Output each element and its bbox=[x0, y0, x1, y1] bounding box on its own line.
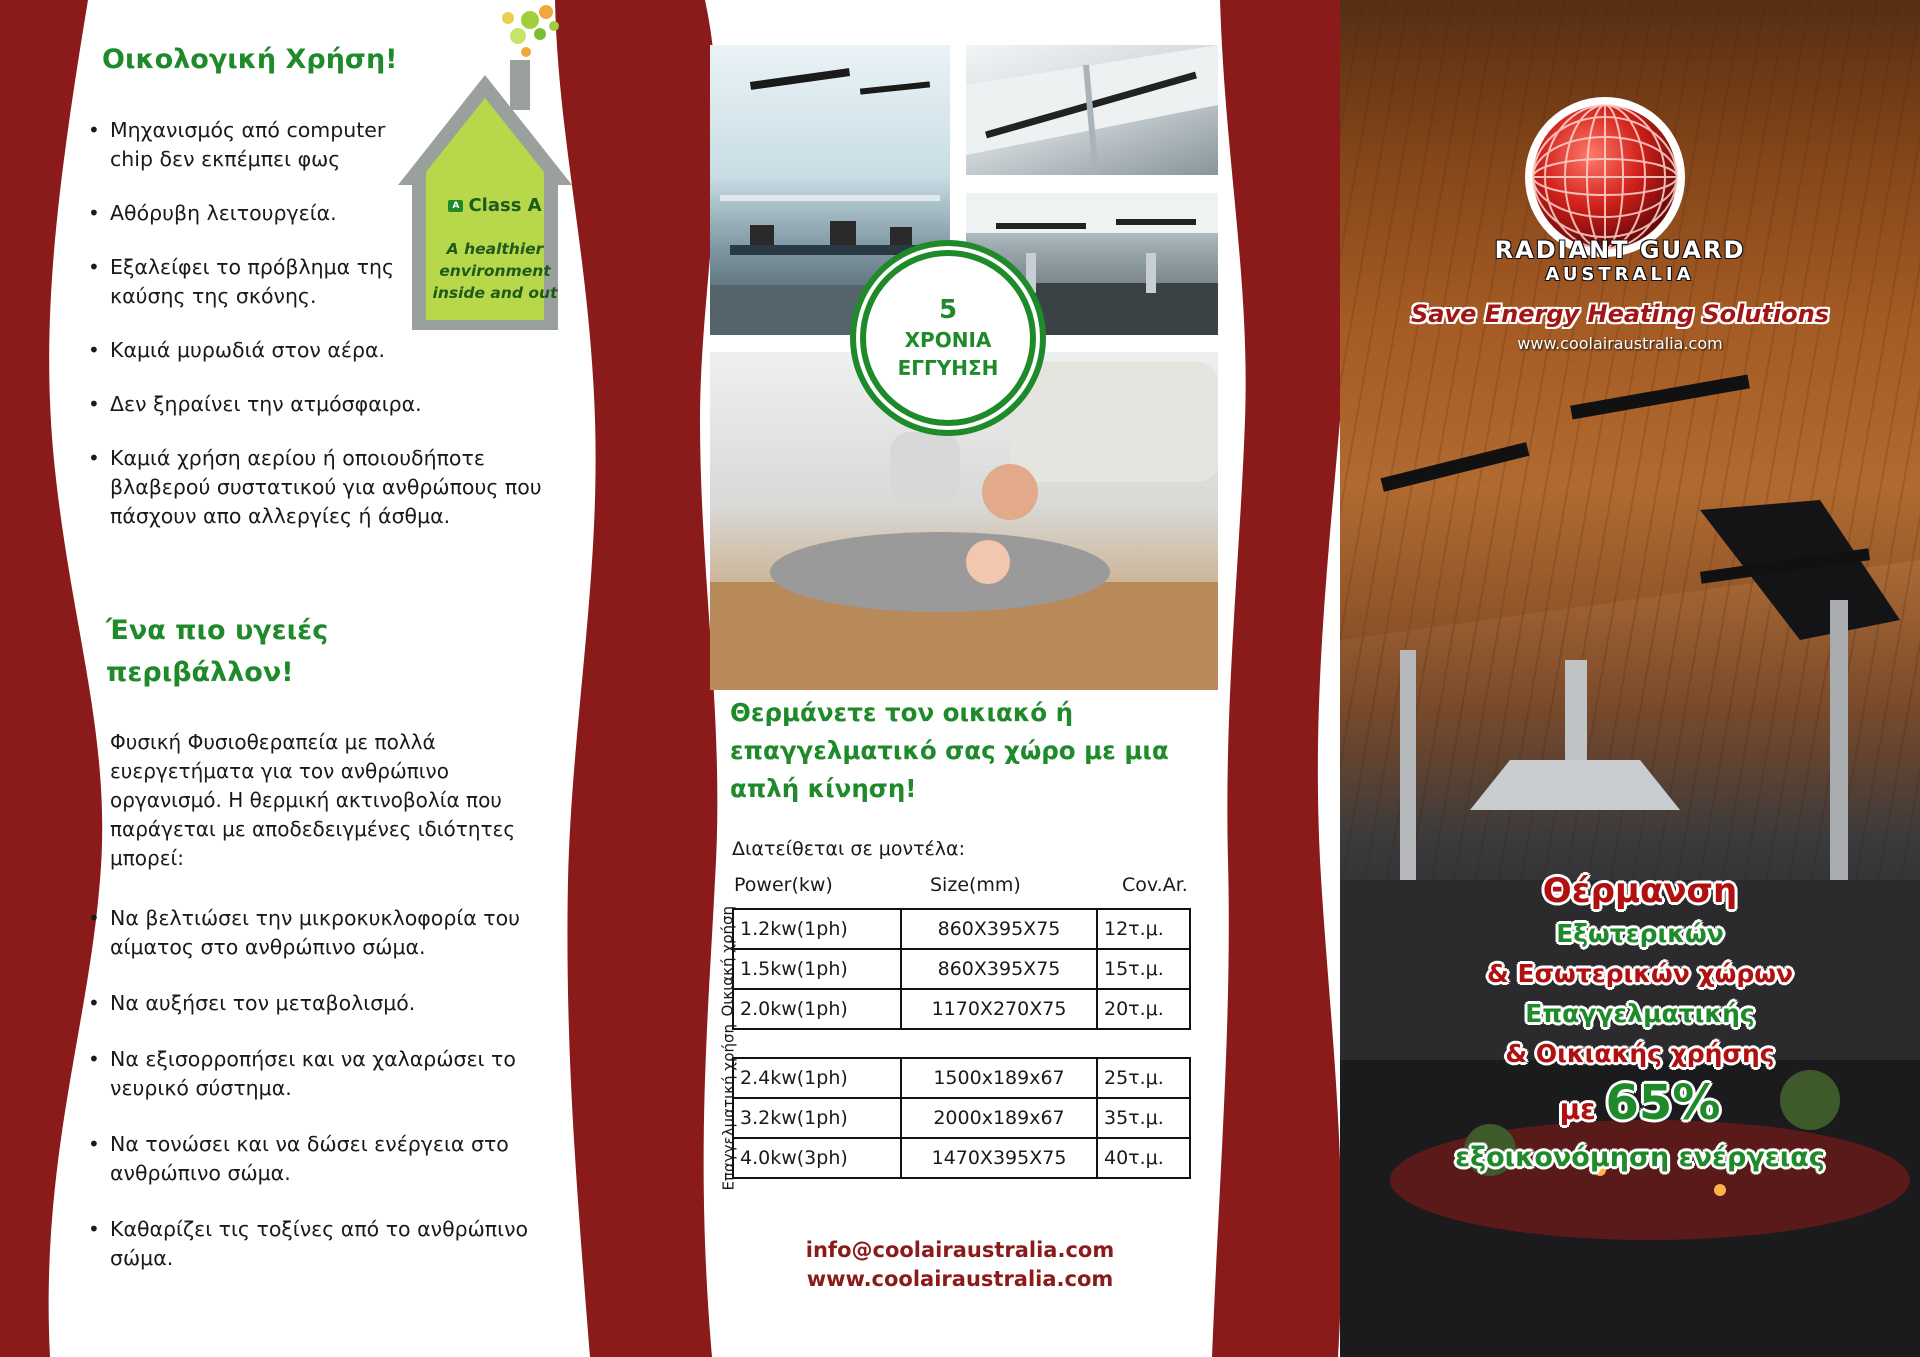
column-header: Cov.Ar. bbox=[1122, 874, 1188, 896]
table-row bbox=[733, 949, 1190, 989]
column-header: Size(mm) bbox=[930, 874, 1021, 896]
savings-prefix: με bbox=[1559, 1093, 1596, 1126]
panel-eco-use bbox=[80, 0, 560, 1357]
home-models-table bbox=[732, 908, 1191, 1030]
available-models-label: Διατείθεται σε μοντέλα: bbox=[732, 838, 965, 860]
table-row bbox=[733, 989, 1190, 1029]
warranty-line: ΕΓΓΥΗΣΗ bbox=[897, 356, 999, 380]
warranty-badge bbox=[860, 250, 1036, 426]
table-row bbox=[733, 909, 1190, 949]
brand-website: www.coolairaustralia.com bbox=[1517, 334, 1723, 353]
list-item: • Δεν ξηραίνει την ατμόσφαιρα. bbox=[86, 390, 556, 419]
benefits-list bbox=[86, 904, 556, 1300]
table-row bbox=[733, 1098, 1190, 1138]
list-item: • Να αυξήσει τον μεταβολισμό. bbox=[86, 989, 556, 1018]
coverage-cell: 12τ.μ. bbox=[1097, 909, 1190, 949]
size-cell: 1470X395X75 bbox=[901, 1138, 1097, 1178]
list-item: • Καμιά χρήση αερίου ή οποιουδήποτε βλαβερού συστατικού για ανθρώπους που πάσχουν απο αλλεργίες ή άσθμα. bbox=[86, 444, 556, 531]
headline-line: Θέρμανση bbox=[1542, 871, 1738, 911]
healthier-env-heading: Ένα πιο υγειές περιβάλλον! bbox=[106, 615, 329, 688]
power-cell: 3.2kw(1ph) bbox=[733, 1098, 901, 1138]
list-item: • Να βελτιώσει την μικροκυκλοφορία του αίματος στο ανθρώπινο σώμα. bbox=[86, 904, 556, 962]
house-slogan-line: inside and out bbox=[432, 284, 558, 302]
brand-name bbox=[1340, 236, 1900, 285]
coverage-cell: 40τ.μ. bbox=[1097, 1138, 1190, 1178]
house-slogan-line: A healthier bbox=[446, 240, 544, 258]
house-slogan-line: environment bbox=[439, 262, 551, 280]
class-a-badge: A bbox=[448, 200, 463, 212]
list-item: • Καθαρίζει τις τοξίνες από το ανθρώπινο σώμα. bbox=[86, 1215, 556, 1273]
warranty-line: ΧΡΟΝΙΑ bbox=[904, 328, 992, 352]
leaves-icon bbox=[502, 5, 559, 57]
size-cell: 1170X270X75 bbox=[901, 989, 1097, 1029]
coverage-cell: 20τ.μ. bbox=[1097, 989, 1190, 1029]
size-cell: 860X395X75 bbox=[901, 949, 1097, 989]
brand-slogan: Save Energy Heating Solutions bbox=[1410, 300, 1830, 328]
list-item: • Να εξισορροπήσει και να χαλαρώσει το νευρικό σύστημα. bbox=[86, 1045, 556, 1103]
size-cell: 2000x189x67 bbox=[901, 1098, 1097, 1138]
heating-headline: Θερμάνετε τον οικιακό ή επαγγελματικό σας χώρο με μια απλή κίνηση! bbox=[730, 698, 1169, 803]
eco-use-title: Οικολογική Χρήση! bbox=[102, 44, 398, 75]
power-cell: 4.0kw(3ph) bbox=[733, 1138, 901, 1178]
headline-line: εξοικονόμηση ενέργειας bbox=[1455, 1142, 1825, 1173]
headline-line: & Εσωτερικών χώρων bbox=[1486, 959, 1794, 988]
power-cell: 1.2kw(1ph) bbox=[733, 909, 901, 949]
list-item: • Μηχανισμός από computer chip δεν εκπέμπει φως bbox=[86, 116, 426, 174]
panel-cover bbox=[1340, 0, 1920, 1357]
size-cell: 860X395X75 bbox=[901, 909, 1097, 949]
warranty-years: 5 bbox=[938, 295, 958, 325]
class-a-label bbox=[428, 195, 562, 216]
table-row bbox=[733, 1058, 1190, 1098]
headline-line: Εξωτερικών bbox=[1556, 919, 1724, 948]
size-cell: 1500x189x67 bbox=[901, 1058, 1097, 1098]
table-row bbox=[733, 1138, 1190, 1178]
headline-line: & Οικιακής χρήσης bbox=[1505, 1039, 1775, 1068]
home-use-label: Οικιακή χρήση bbox=[718, 905, 737, 1017]
power-cell: 2.4kw(1ph) bbox=[733, 1058, 901, 1098]
list-item: • Καμιά μυρωδιά στον αέρα. bbox=[86, 336, 556, 365]
contact-block bbox=[730, 1236, 1190, 1294]
class-a-text: Class A bbox=[468, 195, 542, 216]
cover-headline bbox=[1380, 868, 1900, 1177]
panel-products bbox=[700, 0, 1220, 1357]
power-cell: 2.0kw(1ph) bbox=[733, 989, 901, 1029]
pro-use-label: Επαγγελματική χρήση bbox=[719, 1024, 738, 1191]
savings-line bbox=[1380, 1074, 1900, 1139]
canopy-photo bbox=[966, 45, 1218, 175]
coverage-cell: 25τ.μ. bbox=[1097, 1058, 1190, 1098]
email-link[interactable]: info@coolairaustralia.com bbox=[805, 1238, 1115, 1262]
list-item: • Εξαλείφει το πρόβλημα της καύσης της σκόνης. bbox=[86, 253, 426, 311]
brand-line: AUSTRALIA bbox=[1545, 264, 1695, 285]
savings-percent: 65% bbox=[1605, 1075, 1721, 1131]
physiotherapy-paragraph: Φυσική Φυσιοθεραπεία με πολλά ευεργετήματα για τον ανθρώπινο οργανισμό. Η θερμική ακτινοβολία που παράγεται με αποδεδειγμένες ιδιότητες μπορεί: bbox=[110, 730, 516, 870]
brand-line: RADIANT GUARD bbox=[1494, 236, 1746, 264]
list-item: • Να τονώσει και να δώσει ενέργεια στο ανθρώπινο σώμα. bbox=[86, 1130, 556, 1188]
list-item: • Αθόρυβη λειτουργεία. bbox=[86, 199, 426, 228]
coverage-cell: 15τ.μ. bbox=[1097, 949, 1190, 989]
coverage-cell: 35τ.μ. bbox=[1097, 1098, 1190, 1138]
website-link[interactable]: www.coolairaustralia.com bbox=[806, 1267, 1114, 1291]
power-cell: 1.5kw(1ph) bbox=[733, 949, 901, 989]
headline-line: Επαγγελματικής bbox=[1525, 999, 1755, 1028]
column-header: Power(kw) bbox=[734, 874, 833, 896]
house-slogan bbox=[424, 238, 566, 304]
pro-models-table bbox=[732, 1057, 1191, 1179]
